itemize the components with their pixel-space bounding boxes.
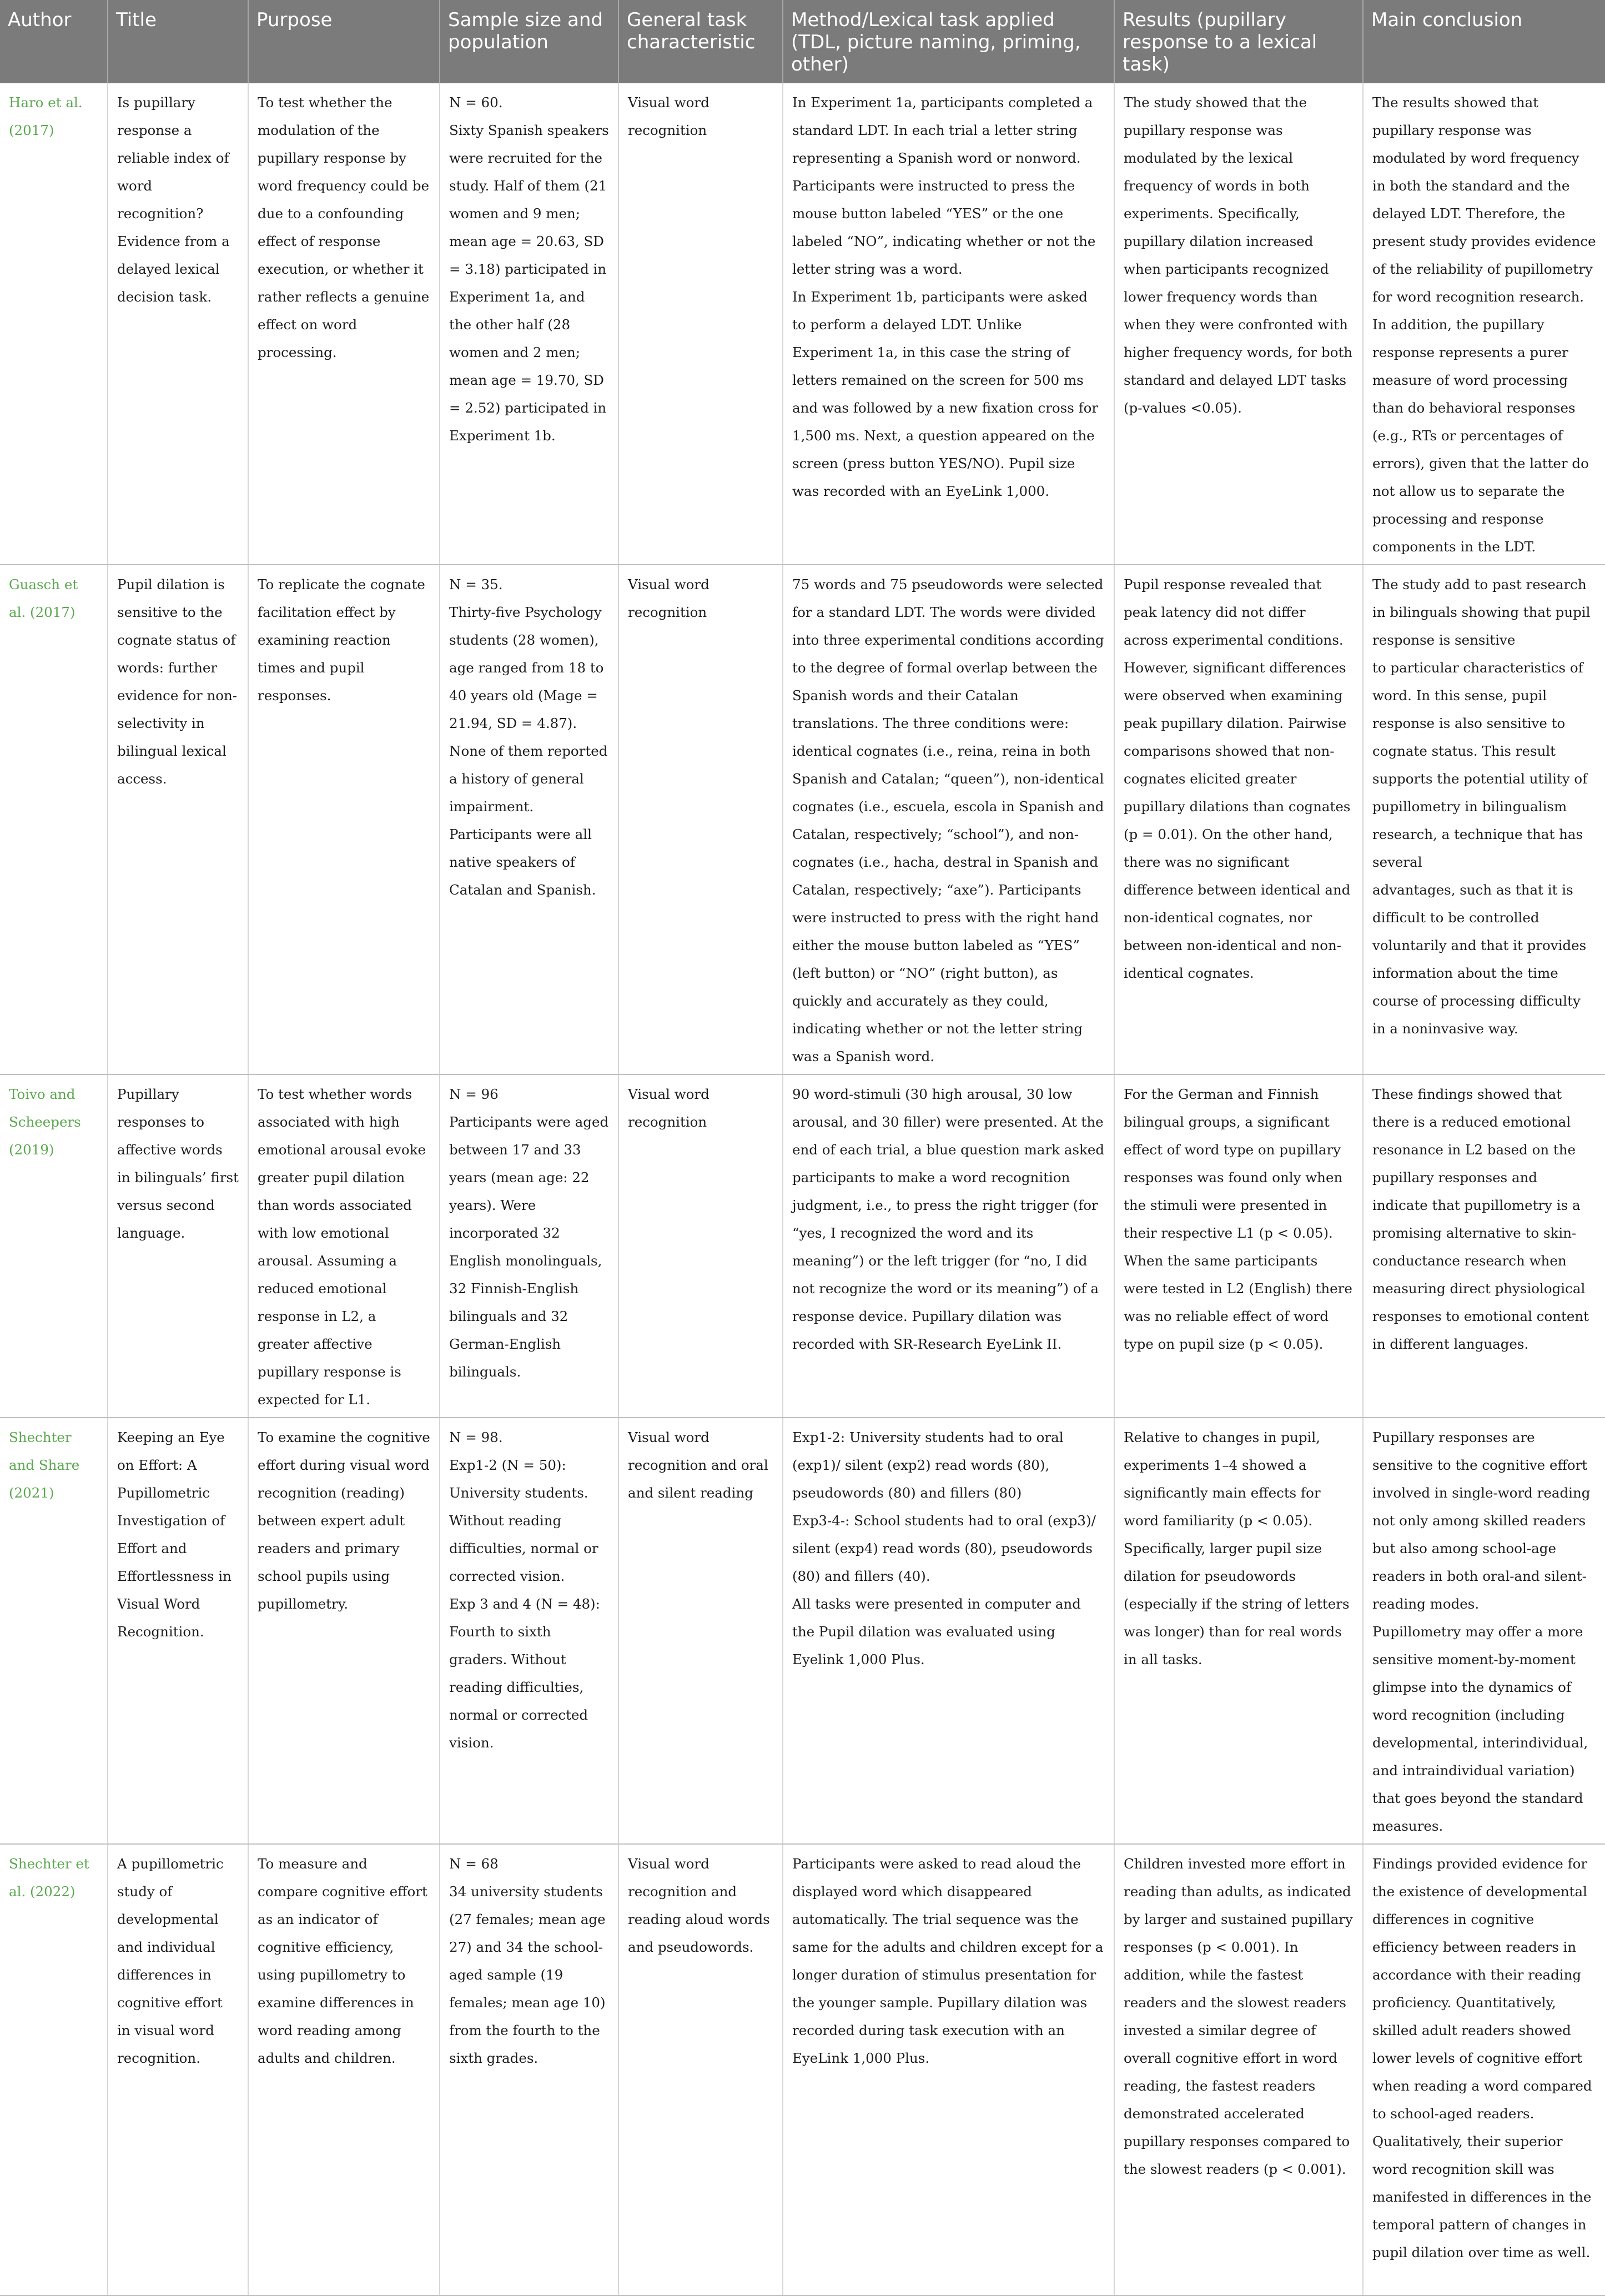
cell-paragraph: Exp3-4-: School students had to oral (exp3)/ silent (exp4) read words (80), pseudowords (80) and fillers (40). bbox=[792, 1513, 1096, 1584]
header-author: Author bbox=[0, 0, 108, 83]
header-task: General task characteristic bbox=[618, 0, 783, 83]
author-cell[interactable]: Shechter and Share (2021) bbox=[0, 1418, 108, 1844]
method-cell: Participants were asked to read aloud the displayed word which disappeared automatically. The trial sequence was the same for the adults and children except for a longer duration of stimulus presentation for the younger sample. Pupillary dilation was recorded during task execution with an EyeLink 1,000 Plus. bbox=[783, 1844, 1114, 2295]
cell-paragraph: 34 university students (27 females; mean age 27) and 34 the school-aged sample (19 females; mean age 10) from the fourth to the sixth grades. bbox=[449, 1883, 606, 2066]
cell-paragraph: N = 98. bbox=[449, 1429, 503, 1445]
cell-paragraph: Sixty Spanish speakers were recruited for the study. Half of them (21 women and 9 men; mean age = 20.63, SD = 3.18) participated in Experiment 1a, and the other half (28 women and 2 men; mean age = 19.70, SD = 2.52) participated in Experiment 1b. bbox=[449, 122, 609, 444]
cell-paragraph: Exp 3 and 4 (N = 48): Fourth to sixth graders. Without reading difficulties, normal or corrected vision. bbox=[449, 1596, 600, 1751]
sample-cell bbox=[440, 1844, 618, 2295]
cell-paragraph: Thirty-five Psychology students (28 women), age ranged from 18 to 40 years old (Mage = 21.94, SD = 4.87). None of them reported a history of general impairment. Participants were all native speakers of Catalan and Spanish. bbox=[449, 604, 608, 898]
method-cell: 90 word-stimuli (30 high arousal, 30 low arousal, and 30 filler) were presented. At the end of each trial, a blue question mark asked participants to make a word recognition judgment, i.e., to press the right trigger (for “yes, I recognized the word and its meaning”) or the left trigger (for “no, I did not recognize the word or its meaning”) of a response device. Pupillary dilation was recorded with SR-Research EyeLink II. bbox=[783, 1074, 1114, 1418]
task-cell: Visual word recognition and reading aloud words and pseudowords. bbox=[618, 1844, 783, 2295]
purpose-cell: To replicate the cognate facilitation effect by examining reaction times and pupil responses. bbox=[248, 565, 440, 1074]
table-row bbox=[0, 83, 1605, 565]
cell-paragraph: Exp1-2: University students had to oral (exp1)/ silent (exp2) read words (80), pseudowords (80) and fillers (80) bbox=[792, 1429, 1064, 1501]
sample-cell bbox=[440, 565, 618, 1074]
title-cell: Keeping an Eye on Effort: A Pupillometric Investigation of Effort and Effortlessness in Visual Word Recognition. bbox=[108, 1418, 248, 1844]
header-method: Method/Lexical task applied (TDL, picture naming, priming, other) bbox=[783, 0, 1114, 83]
purpose-cell: To measure and compare cognitive effort as an indicator of cognitive efficiency, using pupillometry to examine differences in word reading among adults and children. bbox=[248, 1844, 440, 2295]
table-row bbox=[0, 1074, 1605, 1418]
sample-cell bbox=[440, 83, 618, 565]
table-row bbox=[0, 1844, 1605, 2295]
purpose-cell: To test whether the modulation of the pupillary response by word frequency could be due to a confounding effect of response execution, or whether it rather reflects a genuine effect on word processing. bbox=[248, 83, 440, 565]
author-cell[interactable]: Haro et al. (2017) bbox=[0, 83, 108, 565]
author-cell[interactable]: Shechter et al. (2022) bbox=[0, 1844, 108, 2295]
cell-paragraph: In Experiment 1b, participants were asked to perform a delayed LDT. Unlike Experiment 1a, in this case the string of letters remained on the screen for 500 ms and was followed by a new fixation cross for 1,500 ms. Next, a question appeared on the screen (press button YES/NO). Pupil size was recorded with an EyeLink 1,000. bbox=[792, 289, 1099, 499]
cell-paragraph: Participants were aged between 17 and 33 years (mean age: 22 years). Were incorporated 32 English monolinguals, 32 Finnish-English bilinguals and 32 German-English bilinguals. bbox=[449, 1114, 609, 1380]
header-purpose: Purpose bbox=[248, 0, 440, 83]
cell-paragraph: The study add to past research in bilinguals showing that pupil response is sensitive bbox=[1372, 576, 1591, 648]
header-row bbox=[0, 0, 1605, 83]
title-cell: Is pupillary response a reliable index of word recognition? Evidence from a delayed lexical decision task. bbox=[108, 83, 248, 565]
sample-cell bbox=[440, 1418, 618, 1844]
title-cell: Pupil dilation is sensitive to the cognate status of words: further evidence for non-selectivity in bilingual lexical access. bbox=[108, 565, 248, 1074]
results-cell: Relative to changes in pupil, experiments 1–4 showed a significantly main effects for word familiarity (p < 0.05). Specifically, larger pupil size dilation for pseudowords (especially if the string of letters was longer) than for real words in all tasks. bbox=[1114, 1418, 1363, 1844]
task-cell: Visual word recognition bbox=[618, 565, 783, 1074]
purpose-cell: To test whether words associated with high emotional arousal evoke greater pupil dilation than words associated with low emotional arousal. Assuming a reduced emotional response in L2, a greater affective pupillary response is expected for L1. bbox=[248, 1074, 440, 1418]
task-cell: Visual word recognition bbox=[618, 83, 783, 565]
cell-paragraph: In Experiment 1a, participants completed a standard LDT. In each trial a letter string representing a Spanish word or nonword. Participants were instructed to press the mouse button labeled “YES” or the one labeled “NO”, indicating whether or not the letter string was a word. bbox=[792, 94, 1096, 277]
purpose-cell: To examine the cognitive effort during visual word recognition (reading) between expert adult readers and primary school pupils using pupillometry. bbox=[248, 1418, 440, 1844]
conclusion-cell bbox=[1363, 1418, 1605, 1844]
conclusion-cell: The results showed that pupillary response was modulated by word frequency in both the standard and the delayed LDT. Therefore, the present study provides evidence of the reliability of pupillometry for word recognition research. In addition, the pupillary response represents a purer measure of word processing than do behavioral responses (e.g., RTs or percentages of errors), given that the latter do not allow us to separate the processing and response components in the LDT. bbox=[1363, 83, 1605, 565]
task-cell: Visual word recognition and oral and silent reading bbox=[618, 1418, 783, 1844]
conclusion-cell: Findings provided evidence for the existence of developmental differences in cognitive efficiency between readers in accordance with their reading proficiency. Quantitatively, skilled adult readers showed lower levels of cognitive effort when reading a word compared to school-aged readers. Qualitatively, their superior word recognition skill was manifested in differences in the temporal pattern of changes in pupil dilation over time as well. bbox=[1363, 1844, 1605, 2295]
cell-paragraph: Pupillary responses are sensitive to the cognitive effort involved in single-word reading not only among skilled readers but also among school-age readers in both oral-and silent-reading modes. bbox=[1372, 1429, 1591, 1612]
cell-paragraph: N = 96 bbox=[449, 1086, 499, 1102]
task-cell: Visual word recognition bbox=[618, 1074, 783, 1418]
title-cell: A pupillometric study of developmental and individual differences in cognitive effort in visual word recognition. bbox=[108, 1844, 248, 2295]
header-sample: Sample size and population bbox=[440, 0, 618, 83]
results-cell: Pupil response revealed that peak latency did not differ across experimental conditions. However, significant differences were observed when examining peak pupillary dilation. Pairwise comparisons showed that non-cognates elicited greater pupillary dilations than cognates (p = 0.01). On the other hand, there was no significant difference between identical and non-identical cognates, nor between non-identical and non-identical cognates. bbox=[1114, 565, 1363, 1074]
results-cell: The study showed that the pupillary response was modulated by the lexical frequency of words in both experiments. Specifically, pupillary dilation increased when participants recognized lower frequency words than when they were confronted with higher frequency words, for both standard and delayed LDT tasks (p-values <0.05). bbox=[1114, 83, 1363, 565]
cell-paragraph: Exp1-2 (N = 50): University students. Without reading difficulties, normal or corrected vision. bbox=[449, 1457, 598, 1584]
conclusion-cell bbox=[1363, 565, 1605, 1074]
cell-paragraph: N = 35. bbox=[449, 576, 503, 592]
cell-paragraph: All tasks were presented in computer and the Pupil dilation was evaluated using Eyelink 1,000 Plus. bbox=[792, 1596, 1081, 1667]
method-cell: 75 words and 75 pseudowords were selected for a standard LDT. The words were divided into three experimental conditions according to the degree of formal overlap between the Spanish words and their Catalan translations. The three conditions were: identical cognates (i.e., reina, reina in both Spanish and Catalan; “queen”), non-identical cognates (i.e., escuela, escola in Spanish and Catalan, respectively; “school”), and non-cognates (i.e., hacha, destral in Spanish and Catalan, respectively; “axe”). Participants were instructed to press with the right hand either the mouse button labeled as “YES” (left button) or “NO” (right button), as quickly and accurately as they could, indicating whether or not the letter string was a Spanish word. bbox=[783, 565, 1114, 1074]
cell-paragraph: Pupillometry may offer a more sensitive moment-by-moment glimpse into the dynamics of word recognition (including developmental, interindividual, and intraindividual variation) that goes beyond the standard measures. bbox=[1372, 1624, 1588, 1834]
conclusion-cell: These findings showed that there is a reduced emotional resonance in L2 based on the pupillary responses and indicate that pupillometry is a promising alternative to skin-conductance research when measuring direct physiological responses to emotional content in different languages. bbox=[1363, 1074, 1605, 1418]
cell-paragraph: N = 68 bbox=[449, 1856, 499, 1872]
results-cell: For the German and Finnish bilingual groups, a significant effect of word type on pupillary responses was found only when the stimuli were presented in their respective L1 (p < 0.05). When the same participants were tested in L2 (English) there was no reliable effect of word type on pupil size (p < 0.05). bbox=[1114, 1074, 1363, 1418]
author-cell[interactable]: Guasch et al. (2017) bbox=[0, 565, 108, 1074]
results-cell: Children invested more effort in reading than adults, as indicated by larger and sustained pupillary responses (p < 0.001). In addition, while the fastest readers and the slowest readers invested a similar degree of overall cognitive effort in word reading, the fastest readers demonstrated accelerated pupillary responses compared to the slowest readers (p < 0.001). bbox=[1114, 1844, 1363, 2295]
sample-cell bbox=[440, 1074, 618, 1418]
table-row bbox=[0, 565, 1605, 1074]
cell-paragraph: N = 60. bbox=[449, 94, 503, 110]
author-cell[interactable]: Toivo and Scheepers (2019) bbox=[0, 1074, 108, 1418]
cell-paragraph: advantages, such as that it is difficult to be controlled voluntarily and that it provides information about the time course of processing difficulty in a noninvasive way. bbox=[1372, 882, 1587, 1037]
method-cell bbox=[783, 1418, 1114, 1844]
header-results: Results (pupillary response to a lexical task) bbox=[1114, 0, 1363, 83]
method-cell bbox=[783, 83, 1114, 565]
table-row bbox=[0, 1418, 1605, 1844]
header-conclusion: Main conclusion bbox=[1363, 0, 1605, 83]
title-cell: Pupillary responses to affective words in bilinguals’ first versus second language. bbox=[108, 1074, 248, 1418]
cell-paragraph: to particular characteristics of word. In this sense, pupil response is also sensitive to cognate status. This result supports the potential utility of pupillometry in bilingualism research, a technique that has several bbox=[1372, 660, 1588, 870]
header-title: Title bbox=[108, 0, 248, 83]
